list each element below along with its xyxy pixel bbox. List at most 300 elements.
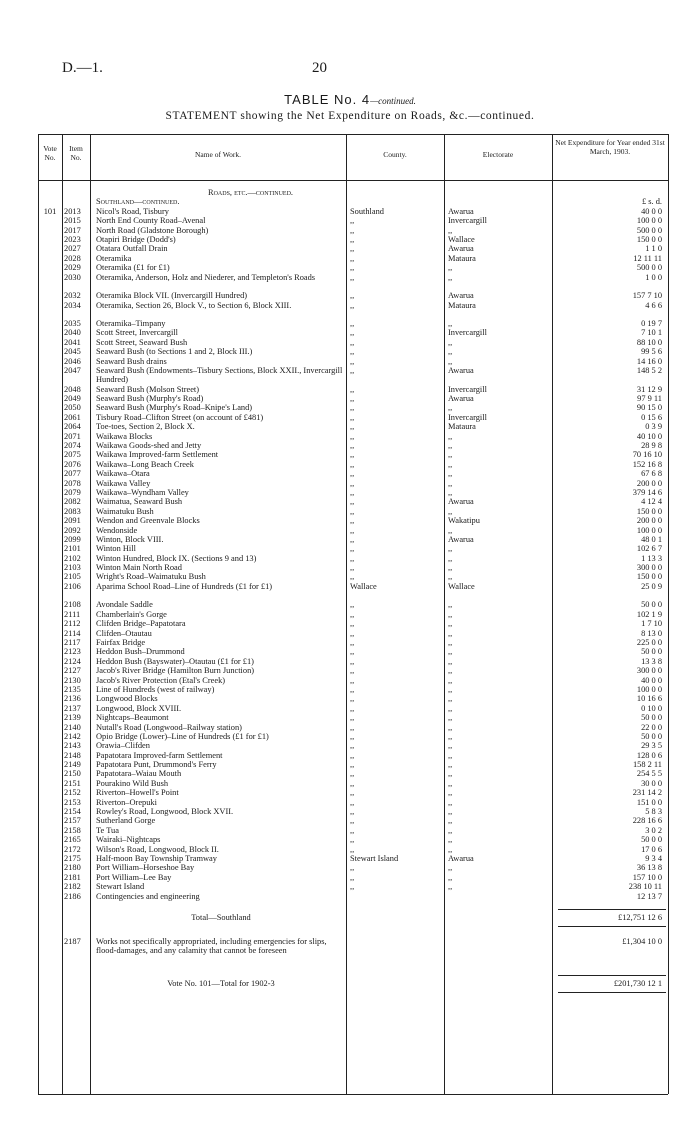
table-row [38, 544, 668, 553]
county-cell: ,, [350, 337, 355, 347]
work-name-cell: Papatotara–Waiau Mouth [96, 769, 182, 779]
amount-cell: 228 16 6 [632, 816, 662, 826]
electorate-cell: Awarua [448, 497, 474, 507]
work-name-cell: Winton Hundred, Block IX. (Sections 9 and 13) [96, 553, 257, 563]
county-cell: ,, [350, 816, 355, 826]
electorate-cell: ,, [448, 647, 453, 657]
work-name-cell: Riverton–Orepuki [96, 797, 157, 807]
item-no-cell: 2112 [64, 619, 81, 629]
county-cell: ,, [350, 516, 355, 526]
item-no-cell: 2150 [64, 769, 81, 779]
amount-cell: 151 0 0 [636, 797, 662, 807]
electorate-cell: ,, [448, 319, 453, 329]
amount-cell: 157 10 0 [632, 872, 662, 882]
item-no-cell: 2023 [64, 234, 81, 244]
county-cell: ,, [350, 469, 355, 479]
electorate-cell: ,, [448, 835, 453, 845]
electorate-cell: ,, [448, 450, 453, 460]
table-row [38, 638, 668, 647]
electorate-cell: ,, [448, 440, 453, 450]
table-row [38, 338, 668, 347]
electorate-cell: ,, [448, 760, 453, 770]
item-no-cell: 2140 [64, 722, 81, 732]
item-no-cell: 2102 [64, 553, 81, 563]
table-row [38, 263, 668, 272]
table-row [38, 366, 668, 385]
table-row [38, 657, 668, 666]
county-cell: ,, [350, 422, 355, 432]
table-row [38, 301, 668, 320]
item-no-cell: 2186 [64, 891, 81, 901]
total-southland-amount: £12,751 12 6 [618, 912, 662, 922]
table-row [38, 666, 668, 675]
electorate-cell: ,, [448, 694, 453, 704]
electorate-cell: ,, [448, 882, 453, 892]
item-no-cell: 2143 [64, 741, 81, 751]
electorate-cell: Awarua [448, 394, 474, 404]
table-row [38, 779, 668, 788]
item-no-cell: 2083 [64, 506, 81, 516]
county-cell: ,, [350, 563, 355, 573]
amount-cell: 100 0 0 [636, 216, 662, 226]
electorate-cell: Invercargill [448, 384, 487, 394]
work-name-cell: Waimatua, Seaward Bush [96, 497, 183, 507]
county-cell: ,, [350, 394, 355, 404]
work-name-cell: Wilson's Road, Longwood, Block II. [96, 844, 219, 854]
amount-cell: 40 10 0 [636, 431, 662, 441]
electorate-cell: ,, [448, 722, 453, 732]
county-cell: ,, [350, 300, 355, 310]
county-cell: ,, [350, 328, 355, 338]
work-name-cell: Waikawa Improved-farm Settlement [96, 450, 219, 460]
electorate-cell: ,, [448, 703, 453, 713]
electorate-cell: Mataura [448, 253, 476, 263]
electorate-cell: ,, [448, 403, 453, 413]
work-name-cell: Papatotara Improved-farm Settlement [96, 750, 223, 760]
work-name-cell: Winton Hill [96, 544, 136, 554]
running-header-left: D.—1. [62, 60, 103, 76]
work-name-cell: Toe-toes, Section 2, Block X. [96, 422, 195, 432]
county-cell: ,, [350, 478, 355, 488]
currency-units: £ s. d. [641, 197, 662, 207]
table-row [38, 526, 668, 535]
work-name-cell: Wendonside [96, 525, 138, 535]
electorate-cell: ,, [448, 544, 453, 554]
grand-total-amount: £201,730 12 1 [613, 978, 662, 988]
amount-cell: 0 19 7 [641, 319, 662, 329]
work-name-cell: Oteramika, Section 26, Block V., to Section 6, Block XIII. [96, 300, 292, 310]
item-no-cell: 2158 [64, 825, 81, 835]
item-no-cell: 2034 [64, 300, 81, 310]
electorate-cell: Awarua [448, 244, 474, 254]
electorate-cell: ,, [448, 769, 453, 779]
table-row [38, 460, 668, 469]
item-no-cell: 2040 [64, 328, 81, 338]
work-name-cell: Longwood, Block XVIII. [96, 703, 182, 713]
subsection-heading [38, 197, 668, 206]
electorate-cell: ,, [448, 553, 453, 563]
electorate-cell: ,, [448, 825, 453, 835]
table-row [38, 479, 668, 488]
amount-cell: 70 16 10 [632, 450, 662, 460]
work-name-cell: Nicol's Road, Tisbury [96, 206, 169, 216]
amount-cell: 0 15 6 [641, 412, 662, 422]
work-name-cell: Longwood Blocks [96, 694, 158, 704]
table-row [38, 244, 668, 253]
electorate-cell: Wakatipu [448, 516, 480, 526]
work-name-cell: Winton, Block VIII. [96, 534, 164, 544]
col-header-vote: Vote No. [43, 144, 57, 162]
item-no-cell: 2074 [64, 440, 81, 450]
amount-cell: 379 14 6 [632, 487, 662, 497]
county-cell: ,, [350, 534, 355, 544]
table-row [38, 357, 668, 366]
table-row [38, 347, 668, 356]
amount-cell: 0 3 9 [645, 422, 662, 432]
county-cell: ,, [350, 675, 355, 685]
item-no-cell: 2181 [64, 872, 81, 882]
item-no-cell: 2114 [64, 628, 81, 638]
amount-cell: 225 0 0 [636, 638, 662, 647]
col-header-county: County. [383, 150, 407, 159]
item-no-cell: 2027 [64, 244, 81, 254]
electorate-cell: ,, [448, 750, 453, 760]
unappropriated-row [38, 937, 668, 967]
table-row [38, 807, 668, 816]
electorate-cell: ,, [448, 684, 453, 694]
table-row [38, 610, 668, 619]
amount-cell: 150 0 0 [636, 234, 662, 244]
amount-cell: 1 7 10 [641, 619, 662, 629]
electorate-cell: ,, [448, 487, 453, 497]
item-no-cell: 2153 [64, 797, 81, 807]
unappropriated-amount: £1,304 10 0 [622, 936, 662, 946]
work-name-cell: Oteramika Block VII. (Invercargill Hundred) [96, 291, 248, 301]
table-row [38, 563, 668, 572]
table-row [38, 647, 668, 656]
county-cell: Stewart Island [350, 853, 399, 863]
item-no-cell: 2050 [64, 403, 81, 413]
county-cell: ,, [350, 272, 355, 282]
table-row [38, 826, 668, 835]
work-name-cell: Waikawa Blocks [96, 431, 153, 441]
amount-cell: 50 0 0 [641, 600, 662, 610]
county-cell: ,, [350, 844, 355, 854]
county-cell: ,, [350, 440, 355, 450]
table-row [38, 216, 668, 225]
county-cell: ,, [350, 609, 355, 619]
electorate-cell: ,, [448, 225, 453, 235]
item-no-cell: 2030 [64, 272, 81, 282]
work-name-cell: Waikawa–Wyndham Valley [96, 487, 189, 497]
work-name-cell: Otatara Outfall Drain [96, 244, 168, 254]
electorate-cell: ,, [448, 525, 453, 535]
electorate-cell: ,, [448, 356, 453, 366]
table-row [38, 516, 668, 525]
amount-cell: 500 0 0 [636, 225, 662, 235]
work-name-cell: Waimatuku Bush [96, 506, 154, 516]
county-cell: ,, [350, 722, 355, 732]
county-cell: ,, [350, 872, 355, 882]
county-cell: ,, [350, 553, 355, 563]
county-cell: ,, [350, 684, 355, 694]
work-name-cell: Seaward Bush (Molson Street) [96, 384, 200, 394]
item-no-cell: 2079 [64, 487, 81, 497]
table-title-suffix: —continued. [370, 96, 416, 106]
work-name-cell: Stewart Island [96, 882, 145, 892]
electorate-cell: ,, [448, 600, 453, 610]
amount-cell: 200 0 0 [636, 478, 662, 488]
electorate-cell: Awarua [448, 291, 474, 301]
county-cell: ,, [350, 703, 355, 713]
county-cell: ,, [350, 835, 355, 845]
item-no-cell: 2127 [64, 666, 81, 676]
county-cell: ,, [350, 619, 355, 629]
item-no-cell: 2099 [64, 534, 81, 544]
item-no-cell: 2029 [64, 263, 81, 273]
table-row [38, 507, 668, 516]
table-row [38, 572, 668, 581]
col-header-amount: Net Expenditure for Year ended 31st March, 1903. [555, 138, 665, 156]
amount-cell: 36 13 8 [636, 863, 662, 873]
county-cell: ,, [350, 234, 355, 244]
electorate-cell: ,, [448, 731, 453, 741]
amount-cell: 3 0 2 [645, 825, 662, 835]
table-body [38, 188, 668, 995]
table-row [38, 760, 668, 769]
work-name-cell: Scott Street, Seaward Bush [96, 337, 188, 347]
item-no-cell: 2048 [64, 384, 81, 394]
table-row [38, 488, 668, 497]
work-name-cell: Scott Street, Invercargill [96, 328, 178, 338]
item-no-cell: 2111 [64, 609, 81, 619]
work-name-cell: Seaward Bush (Murphy's Road–Knipe's Land) [96, 403, 253, 413]
item-no-cell: 2015 [64, 216, 81, 226]
table-row [38, 619, 668, 628]
electorate-cell: Wallace [448, 234, 475, 244]
amount-cell: 50 0 0 [641, 647, 662, 657]
county-cell: ,, [350, 741, 355, 751]
table-row [38, 788, 668, 797]
county-cell: ,, [350, 431, 355, 441]
amount-cell: 148 5 2 [636, 366, 662, 376]
electorate-cell: Invercargill [448, 412, 487, 422]
amount-cell: 31 12 9 [636, 384, 662, 394]
item-no-cell: 2101 [64, 544, 81, 554]
work-name-cell: Half-moon Bay Township Tramway [96, 853, 217, 863]
grand-total-row [38, 975, 668, 995]
work-name-cell: Tisbury Road–Clifton Street (on account of £481) [96, 412, 264, 422]
table-row [38, 291, 668, 300]
electorate-cell: ,, [448, 563, 453, 573]
amount-cell: 4 6 6 [645, 300, 662, 310]
amount-cell: 157 7 10 [632, 291, 662, 301]
table-row [38, 629, 668, 638]
table-row [38, 328, 668, 337]
electorate-cell: ,, [448, 478, 453, 488]
electorate-cell: ,, [448, 431, 453, 441]
total-southland-label: Total—Southland [191, 912, 251, 922]
county-cell: Southland [350, 206, 384, 216]
item-no-cell: 2103 [64, 563, 81, 573]
amount-cell: 7 10 1 [641, 328, 662, 338]
item-no-cell: 2046 [64, 356, 81, 366]
table-title-main: TABLE No. 4 [284, 92, 371, 107]
electorate-cell: ,, [448, 741, 453, 751]
table-row [38, 863, 668, 872]
work-name-cell: Wright's Road–Waimatuku Bush [96, 572, 206, 582]
county-cell: ,, [350, 638, 355, 647]
table-title [0, 92, 700, 107]
electorate-cell: ,, [448, 272, 453, 282]
work-name-cell: Waikawa Goods-shed and Jetty [96, 440, 202, 450]
amount-cell: 67 6 8 [641, 469, 662, 479]
county-cell: Wallace [350, 581, 377, 591]
electorate-cell: ,, [448, 469, 453, 479]
statement-title: STATEMENT showing the Net Expenditure on Roads, &c.—continued. [165, 110, 535, 122]
item-no-cell: 2106 [64, 581, 81, 591]
county-cell: ,, [350, 497, 355, 507]
amount-cell: 17 0 6 [641, 844, 662, 854]
county-cell: ,, [350, 825, 355, 835]
county-cell: ,, [350, 291, 355, 301]
table-row [38, 432, 668, 441]
county-cell: ,, [350, 647, 355, 657]
county-cell: ,, [350, 882, 355, 892]
amount-cell: 1 1 0 [645, 244, 662, 254]
work-name-cell: Heddon Bush–Drummond [96, 647, 185, 657]
amount-cell: 238 10 11 [628, 882, 662, 892]
table-row [38, 713, 668, 722]
col-header-electorate: Electorate [482, 150, 514, 159]
item-no-cell: 2049 [64, 394, 81, 404]
table-row [38, 254, 668, 263]
expenditure-table [38, 134, 668, 1094]
county-cell: ,, [350, 863, 355, 873]
item-no-cell: 2082 [64, 497, 81, 507]
table-row [38, 685, 668, 694]
county-cell: ,, [350, 253, 355, 263]
table-row [38, 497, 668, 506]
item-no-cell: 2154 [64, 807, 81, 817]
amount-cell: 28 9 8 [641, 440, 662, 450]
work-name-cell: Otapiri Bridge (Dodd's) [96, 234, 176, 244]
amount-cell: 300 0 0 [636, 563, 662, 573]
amount-cell: 88 10 0 [636, 337, 662, 347]
work-name-cell: Oteramika, Anderson, Holz and Niederer, and Templeton's Roads [96, 272, 316, 282]
county-cell: ,, [350, 506, 355, 516]
amount-cell: 1 0 0 [645, 272, 662, 282]
work-name-cell: Winton Main North Road [96, 563, 182, 573]
item-no-cell: 2045 [64, 347, 81, 357]
amount-cell: 12 11 11 [633, 253, 662, 263]
amount-cell: 9 3 4 [645, 853, 662, 863]
electorate-cell: ,, [448, 263, 453, 273]
work-name-cell: Wendon and Greenvale Blocks [96, 516, 200, 526]
work-name-cell: Riverton–Howell's Point [96, 788, 179, 798]
amount-cell: 150 0 0 [636, 506, 662, 516]
amount-cell: 29 3 5 [641, 741, 662, 751]
item-no-cell: 2182 [64, 882, 81, 892]
work-name-cell: Jacob's River Bridge (Hamilton Burn Junction) [96, 666, 255, 676]
electorate-cell: ,, [448, 619, 453, 629]
table-row [38, 413, 668, 422]
electorate-cell: ,, [448, 675, 453, 685]
table-row [38, 873, 668, 882]
work-name-cell: Oteramika–Timpany [96, 319, 166, 329]
item-no-cell: 2142 [64, 731, 81, 741]
amount-cell: 500 0 0 [636, 263, 662, 273]
item-no-cell: 2064 [64, 422, 81, 432]
table-row [38, 273, 668, 292]
work-name-cell: Te Tua [96, 825, 119, 835]
electorate-cell: Awarua [448, 853, 474, 863]
item-no-cell: 2165 [64, 835, 81, 845]
item-no-cell: 2175 [64, 853, 81, 863]
county-cell: ,, [350, 412, 355, 422]
item-no-cell: 2157 [64, 816, 81, 826]
electorate-cell: ,, [448, 778, 453, 788]
county-cell: ,, [350, 459, 355, 469]
electorate-cell: ,, [448, 788, 453, 798]
county-cell: ,, [350, 628, 355, 638]
county-cell: ,, [350, 731, 355, 741]
county-cell: ,, [350, 356, 355, 366]
electorate-cell: Mataura [448, 300, 476, 310]
amount-cell: 1 13 3 [641, 553, 662, 563]
county-cell: ,, [350, 788, 355, 798]
table-row [38, 798, 668, 807]
table-row [38, 732, 668, 741]
work-name-cell: Fairfax Bridge [96, 638, 146, 647]
item-no-cell: 2047 [64, 366, 81, 376]
work-name-cell: Orawia–Clifden [96, 741, 150, 751]
item-no-cell: 2139 [64, 713, 81, 723]
work-name-cell: Contingencies and engineering [96, 891, 200, 901]
electorate-cell: ,, [448, 609, 453, 619]
table-row [38, 422, 668, 431]
amount-cell: 100 0 0 [636, 525, 662, 535]
electorate-cell: Awarua [448, 206, 474, 216]
electorate-cell: ,, [448, 572, 453, 582]
county-cell: ,, [350, 319, 355, 329]
county-cell: ,, [350, 572, 355, 582]
county-cell: ,, [350, 797, 355, 807]
county-cell: ,, [350, 225, 355, 235]
table-row [38, 741, 668, 750]
amount-cell: 97 9 11 [637, 394, 662, 404]
work-name-cell: Avondale Saddle [96, 600, 153, 610]
county-cell: ,, [350, 450, 355, 460]
table-row [38, 704, 668, 713]
work-name-cell: Nightcaps–Beaumont [96, 713, 169, 723]
section-heading [38, 188, 668, 197]
amount-cell: 200 0 0 [636, 516, 662, 526]
electorate-cell: Invercargill [448, 216, 487, 226]
work-name-cell: Port William–Lee Bay [96, 872, 172, 882]
item-no-cell: 2151 [64, 778, 81, 788]
amount-cell: 4 12 4 [641, 497, 662, 507]
item-no-cell: 2032 [64, 291, 81, 301]
table-row [38, 394, 668, 403]
subsection-title: Southland—continued. [96, 197, 180, 207]
county-cell: ,, [350, 656, 355, 666]
item-no-cell: 2135 [64, 684, 81, 694]
item-no-cell: 2035 [64, 319, 81, 329]
item-no-cell: 2149 [64, 760, 81, 770]
work-name-cell: Sutherland Gorge [96, 816, 156, 826]
county-cell: ,, [350, 487, 355, 497]
